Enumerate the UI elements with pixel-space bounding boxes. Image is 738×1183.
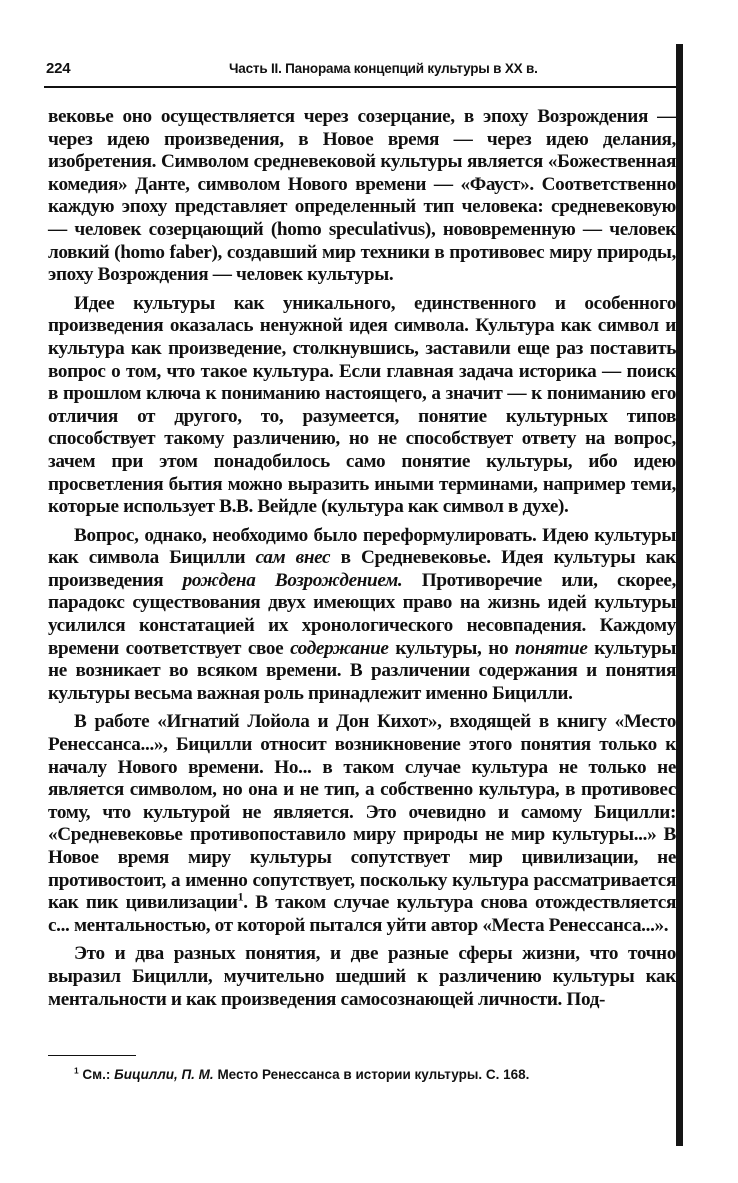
emphasis: содержание	[290, 637, 389, 659]
text-run: . В таком случае культура снова отождествляется с... ментальностью, от которой пытался уйти автор «Места Ренессанса...».	[48, 892, 676, 936]
running-title: Часть II. Панорама концепций культуры в XX в.	[229, 61, 538, 76]
footnote-author: Бицилли, П. М.	[114, 1067, 214, 1082]
footnote	[74, 1067, 674, 1082]
header-rule	[44, 86, 678, 88]
footnote-rule	[48, 1055, 136, 1056]
footnote-ref[interactable]: 1	[237, 889, 244, 904]
paragraph-5: Это и два разных понятия, и две разные сферы жизни, что точно выразил Бицилли, мучительно шедший к различению культуры как ментальности и как произведения самосознающей личности. Под-	[48, 943, 676, 1010]
text-run: В работе «Игнатий Лойола и Дон Кихот», входящей в книгу «Место Ренессанса...», Бицилли относит возникновение этого понятия только к началу Нового времени. Но... в таком случае культура не только не является символом, но она и не тип, а собственно культура, в противовес тому, что культурой не является. Это очевидно и самому Бицилли: «Средневековье противопоставило миру природы не мир культуры...» В Новое время миру культуры сопутствует мир цивилизации, не противостоит, а именно сопутствует, поскольку культура рассматривается как пик цивилизации	[48, 711, 676, 914]
text-run: культуры, но	[388, 637, 516, 659]
paragraph-1: вековье оно осуществляется через созерцание, в эпоху Возрождения — через идею произведения, в Новое время — через идею делания, изобретения. Символом средневековой культуры является «Божественная комедия» Данте, символом Нового времени — «Фауст». Соответственно каждую эпоху представляет определенный тип человека: средневековую — человек созерцающий (homo speculativus), нововременную — человек ловкий (homo faber), создавший мир техники в противовес миру природы, эпоху Возрождения — человек культуры.	[48, 106, 676, 286]
emphasis: понятие	[515, 637, 588, 659]
running-head	[46, 60, 678, 84]
text-run: Вопрос, однако, необходимо было переформулировать. Идею культуры как символа Бицилли	[48, 524, 676, 569]
page-number: 224	[46, 60, 71, 77]
paragraph-2: Идее культуры как уникального, единственного и особенного произведения оказалась ненужной идея символа. Культура как символ и культура как произведение, столкнувшись, заставили еще раз поставить вопрос о том, что такое культура. Если главная задача историка — поиск в прошлом ключа к пониманию настоящего, а значит — к пониманию его отличия от другого, то, разумеется, понятие культурных типов способствует такому различению, но не способствует ответу на вопрос, зачем при этом понадобилось само понятие культуры, ибо идею просветления бытия можно выразить иными терминами, например теми, которые использует В.В. Вейдле (культура как символ в духе).	[48, 292, 676, 518]
page-edge-shadow	[676, 44, 683, 1146]
main-text	[48, 106, 676, 1017]
text-run: Противоречие или, скорее, парадокс существования двух имеющих право на жизнь идей культуры усилился констатацией их хронологического несовпадения. Каждому времени соответствует свое	[48, 569, 676, 659]
emphasis: рождена Возрождением.	[182, 569, 403, 591]
paragraph-4	[48, 711, 676, 937]
emphasis: сам внес	[255, 547, 331, 569]
text-run: в Средневековье. Идея культуры как произведения	[48, 547, 676, 591]
footnote-prefix: См.:	[82, 1067, 115, 1082]
text-run: культуры не возникает во всяком времени. В различении содержания и понятия культуры весьма важная роль принадлежит именно Бицилли.	[48, 637, 676, 704]
footnote-marker: 1	[74, 1065, 79, 1076]
paragraph-3	[48, 525, 676, 706]
footnote-text: Место Ренессанса в истории культуры. С. 168.	[213, 1067, 530, 1082]
